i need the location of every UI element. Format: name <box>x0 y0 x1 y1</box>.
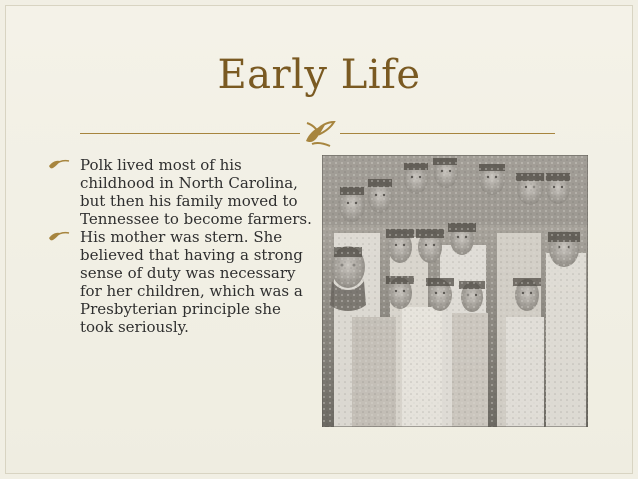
family-photo-image <box>322 155 588 427</box>
fleuron-bullet-icon <box>48 230 70 244</box>
title-rule-right <box>340 133 555 134</box>
bullet-list <box>48 156 318 336</box>
bullet-text: His mother was stern. She believed that having a strong sense of duty was necessary for her children, which was a Presbyterian principle she took seriously. <box>80 228 303 336</box>
title-rule-left <box>80 133 300 134</box>
family-photo <box>322 155 588 427</box>
bullet-item <box>48 156 318 228</box>
fleuron-icon <box>300 113 340 153</box>
fleuron-bullet-icon <box>48 158 70 172</box>
slide-title: Early Life <box>217 52 421 98</box>
bullet-text: Polk lived most of his childhood in North Carolina, but then his family moved to Tennessee to become farmers. <box>80 156 312 228</box>
bullet-item <box>48 228 318 336</box>
